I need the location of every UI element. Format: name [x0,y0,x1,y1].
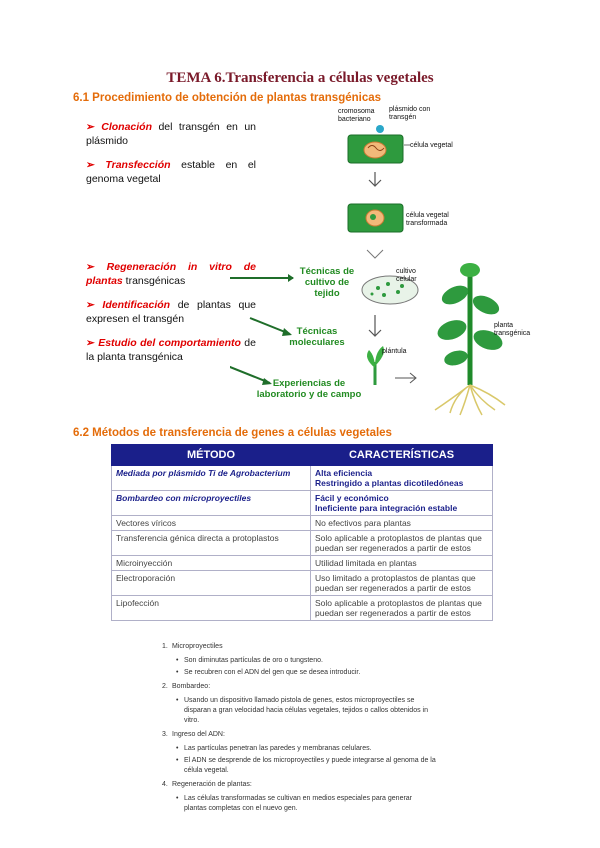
method-cell: Electroporación [112,571,311,596]
step-keyword: Regeneración in vitro de plantas [86,261,257,287]
step-keyword: Identificación [102,299,171,311]
list-bullet: • Las células transformadas se cultivan en medios especiales para generar plantas completas con el nuevo gen. [184,794,436,814]
list-number: 1. [162,643,168,650]
arrow-icon: ➢ [86,299,95,311]
label-tissue-culture: Técnicas de cultivo de tejido [299,266,355,299]
list-item-title: Ingreso del ADN: [172,731,225,738]
method-cell: Microinyección [112,556,311,571]
table-row [112,491,493,516]
method-cell: Mediada por plásmido Ti de Agrobacterium [112,466,311,491]
step-keyword: Estudio del comportamiento [98,337,241,349]
step-text: estable en el genoma vegetal [86,159,256,185]
characteristics-cell: Fácil y económico Ineficiente para integración estable [311,491,493,516]
method-cell: Bombardeo con microproyectiles [112,491,311,516]
list-number: 3. [162,731,168,738]
arrow-icon: ➢ [86,121,95,133]
list-item-title: Regeneración de plantas: [172,781,252,788]
table-row [112,531,493,556]
list-number: 2. [162,683,168,690]
transgenic-plant-diagram [230,100,550,420]
section-1-heading: 6.1 Procedimiento de obtención de plantas transgénicas [73,92,382,104]
method-cell: Lipofección [112,596,311,621]
table-row [112,556,493,571]
method-cell: Vectores víricos [112,516,311,531]
list-bullet: • Usando un dispositivo llamado pistola de genes, estos microproyectiles se disparan a gran velocidad hacia células vegetales, tejidos o callos obtenidos in vitro. [184,696,436,726]
right-arrow-icon [395,373,416,383]
list-bullet: • Se recubren con el ADN del gen que se desea introducir. [184,668,436,678]
page-title: TEMA 6.Transferencia a células vegetales [166,70,434,86]
step-text: del transgén en un plásmido [86,121,256,147]
table-row [112,466,493,491]
arrow-icon: ➢ [86,337,95,349]
characteristics-cell: Solo aplicable a protoplastos de plantas que puedan ser regenerados a partir de estos [311,531,493,556]
header-method: MÉTODO [112,445,311,466]
label-bacterial-chromosome: cromosoma bacteriano [338,108,375,123]
diagram-graphics [230,100,550,420]
label-cell-culture: cultivo celular [396,268,417,283]
label-seedling: plántula [382,348,407,355]
table-row [112,571,493,596]
down-arrow-icon [369,172,381,186]
table-header-row [112,445,493,466]
list-bullet: • El ADN se desprende de los microproyectiles y puede integrarse al genoma de la célula vegetal. [184,756,436,776]
label-transformed-cell: célula vegetal transformada [406,212,449,227]
label-molecular-techniques: Técnicas moleculares [289,326,345,348]
section-2-heading: 6.2 Métodos de transferencia de genes a células vegetales [73,427,392,439]
nucleus-icon [364,142,386,158]
header-characteristics: CARACTERÍSTICAS [311,445,493,466]
table-row [112,596,493,621]
label-plant-cell: célula vegetal [410,142,453,149]
down-arrow-icon [367,250,383,258]
label-transgenic-plant: planta transgénica [494,322,531,337]
transgenic-plant-icon [435,263,505,415]
list-item-title: Bombardeo: [172,683,211,690]
step-keyword: Clonación [101,121,153,133]
step-text: de la planta transgénica [86,337,256,363]
table-row [112,516,493,531]
arrow-icon: ➢ [86,159,95,171]
characteristics-cell: Utilidad limitada en plantas [311,556,493,571]
list-bullet: • Son diminutas partículas de oro o tungsteno. [184,656,436,666]
step-keyword: Transfección [105,159,171,171]
step-text: transgénicas [122,275,186,287]
down-arrow-icon [369,315,381,336]
plasmid-icon [376,125,384,133]
characteristics-cell: Uso limitado a protoplastos de plantas que puedan ser regenerados a partir de estos [311,571,493,596]
list-item-title: Microproyectiles [172,643,223,650]
characteristics-cell: No efectivos para plantas [311,516,493,531]
list-bullet: • Las partículas penetran las paredes y membranas celulares. [184,744,436,754]
label-lab-field: Experiencias de laboratorio y de campo [256,378,362,400]
label-plasmid: plásmido con transgén [389,106,431,121]
characteristics-cell: Alta eficiencia Restringido a plantas dicotiledóneas [311,466,493,491]
methods-table [111,444,493,621]
method-cell: Transferencia génica directa a protoplastos [112,531,311,556]
step-text: de plantas que expresen el transgén [86,299,256,325]
list-number: 4. [162,781,168,788]
arrow-icon: ➢ [86,261,95,273]
characteristics-cell: Solo aplicable a protoplastos de plantas que puedan ser regenerados a partir de estos [311,596,493,621]
